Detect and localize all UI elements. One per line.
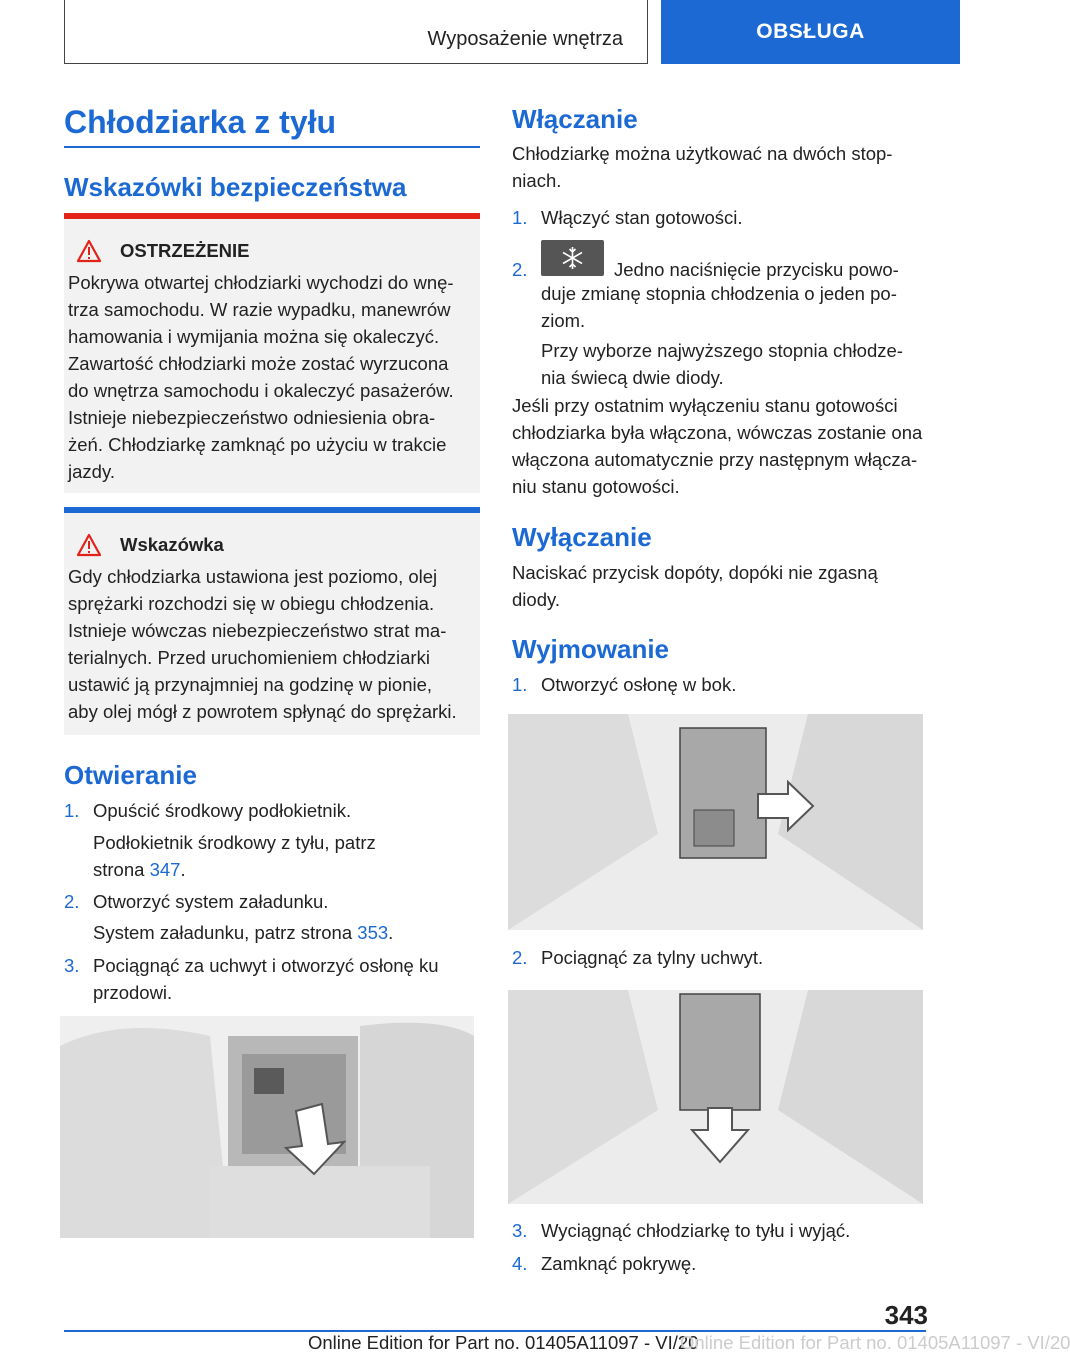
list-item: 1. Włączyć stan gotowości. <box>512 207 743 228</box>
list-item: 3. Wyciągnąć chłodziarkę to tyłu i wyjąć. <box>512 1220 851 1241</box>
warning-triangle-icon <box>76 239 102 263</box>
switch-off-text: Naciskać przycisk dopóty, dopóki nie zgasną diody. <box>512 562 878 610</box>
chapter-tab[interactable]: OBSŁUGA <box>661 0 960 64</box>
note-bar <box>64 507 480 513</box>
watermark: Online Edition for Part no. 01405A11097 - VI/20 <box>680 1332 1070 1353</box>
pull-handle-photo <box>508 990 923 1204</box>
page-link-353[interactable]: 353 <box>357 922 389 943</box>
list-item: 3. Pociągnąć za uchwyt i otworzyć osłonę ku przodowi. <box>64 955 439 1003</box>
switch-on-heading: Włączanie <box>512 104 638 134</box>
page-title: Chłodziarka z tyłu <box>64 104 337 140</box>
note-label: Wskazówka <box>120 534 224 555</box>
step2-sub: Przy wyborze najwyższego stopnia chłodze- nia świecą dwie diody. <box>541 340 903 388</box>
list-item: 2. Pociągnąć za tylny uchwyt. <box>512 947 764 968</box>
warning-bar <box>64 213 480 219</box>
header-frame <box>64 0 648 64</box>
cooling-button[interactable] <box>541 240 604 276</box>
warning-label: OSTRZEŻENIE <box>120 240 250 261</box>
note-text: Gdy chłodziarka ustawiona jest poziomo, olej sprężarki rozchodzi się w obiegu chłodzenia. Istnieje wówczas niebezpieczeństwo strat ma- terialnych. Przed uruchomieniem chłodziarki ustawić ją przynajmniej na godzinę w pionie, aby olej mógł z powrotem spłynąć do sprężarki. <box>68 566 457 722</box>
switch-on-paragraph: Jeśli przy ostatnim wyłączeniu stanu gotowości chłodziarka była włączona, wówczas zostanie ona włączona automatycznie przy następnym włącza- niu stanu gotowości. <box>512 395 923 497</box>
removal-heading: Wyjmowanie <box>512 634 670 664</box>
list-item-sub: System załadunku, patrz strona 353. <box>93 922 394 943</box>
edition-text: Online Edition for Part no. 01405A11097 - VI/20 <box>308 1332 699 1353</box>
safety-heading: Wskazówki bezpieczeństwa <box>64 172 407 202</box>
page-number: 343 <box>884 1300 928 1330</box>
switch-on-intro: Chłodziarkę można użytkować na dwóch stop- niach. <box>512 143 893 191</box>
warning-text: Pokrywa otwartej chłodziarki wychodzi do wnę- trza samochodu. W razie wypadku, manewrów hamowania i wymijania można się okaleczyć. Zawartość chłodziarki może zostać wyrzucona do wnętrza samochodu i okaleczyć pasażerów. Istnieje niebezpieczeństwo odniesienia obra- żeń. Chłodziarkę zamknąć po użyciu w trakcie jazdy. <box>68 272 454 482</box>
section-title: Wyposażenie wnętrza <box>427 28 623 50</box>
title-rule <box>64 146 480 148</box>
snowflake-icon <box>541 240 604 276</box>
open-cover-photo <box>508 714 923 930</box>
list-item: 2. <box>512 259 528 280</box>
list-item: 2. Otworzyć system załadunku. <box>64 891 329 912</box>
list-item-sub: Podłokietnik środkowy z tyłu, patrz strona 347. <box>93 832 376 880</box>
opening-heading: Otwieranie <box>64 760 197 790</box>
step2-line1: Jedno naciśnięcie przycisku powo- <box>614 259 899 280</box>
switch-off-heading: Wyłączanie <box>512 522 652 552</box>
page-link-347[interactable]: 347 <box>149 859 181 880</box>
note-box <box>64 507 480 735</box>
armrest-photo <box>60 1016 474 1238</box>
list-item: 1. Opuścić środkowy podłokietnik. <box>64 800 352 821</box>
list-item: 4. Zamknąć pokrywę. <box>512 1253 697 1274</box>
warning-box <box>64 213 480 493</box>
step2-rest: duje zmianę stopnia chłodzenia o jeden po- ziom. <box>541 283 897 331</box>
list-item: 1. Otworzyć osłonę w bok. <box>512 674 737 695</box>
caution-triangle-icon <box>76 533 102 557</box>
